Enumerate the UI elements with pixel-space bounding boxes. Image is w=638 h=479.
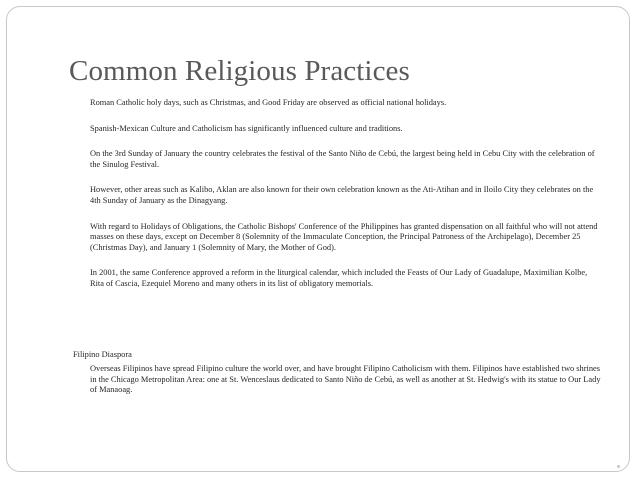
bullet-text: With regard to Holidays of Obligations, the Catholic Bishops' Conference of the Philippines has granted dispensation on all faithful who will not attend masses on these days, except on December 8 (Solemnity of the Immaculate Conception, the Principal Patroness of the Archipelago), December 25 (Christmas Day), and January 1 (Solemnity of Mary, the Mother of God).	[90, 221, 598, 252]
page-indicator	[617, 465, 620, 468]
bullet-text: Spanish-Mexican Culture and Catholicism has significantly influenced culture and traditions.	[90, 123, 403, 133]
bullet-text: On the 3rd Sunday of January the country celebrates the festival of the Santo Niño de Cebú, the largest being held in Cebu City with the celebration of the Sinulog Festival.	[90, 149, 595, 169]
bullet-text: Roman Catholic holy days, such as Christmas, and Good Friday are observed as official national holidays.	[90, 98, 447, 107]
list-item	[71, 149, 601, 170]
list-item	[71, 222, 601, 254]
bullet-list	[71, 98, 601, 290]
list-item	[71, 268, 601, 289]
bullet-text: In 2001, the same Conference approved a reform in the liturgical calendar, which included the Feasts of Our Lady of Guadalupe, Maximilian Kolbe, Rita of Cascia, Ezequiel Moreno and many others in its list of obligatory memorials.	[90, 268, 588, 288]
list-item	[71, 364, 601, 396]
diaspora-bullet-list	[71, 364, 601, 396]
list-item	[71, 185, 601, 206]
slide-title: Common Religious Practices	[69, 55, 410, 87]
list-item	[71, 124, 601, 135]
section-heading-diaspora: Filipino Diaspora	[73, 350, 132, 359]
bullet-text: Overseas Filipinos have spread Filipino culture the world over, and have brought Filipino Catholicism with them. Filipinos have established two shrines in the Chicago Metropolitan Area: one at St. Wenceslaus dedicated to Santo Niño de Cebú, as well as another at St. Hedwig's with its statue to Our Lady of Manaoag.	[90, 364, 601, 395]
list-item	[71, 98, 601, 109]
bullet-text: However, other areas such as Kalibo, Aklan are also known for their own celebration known as the Ati-Atihan and in Iloilo City they celebrates on the 4th Sunday of January as the Dinagyang.	[90, 185, 594, 205]
